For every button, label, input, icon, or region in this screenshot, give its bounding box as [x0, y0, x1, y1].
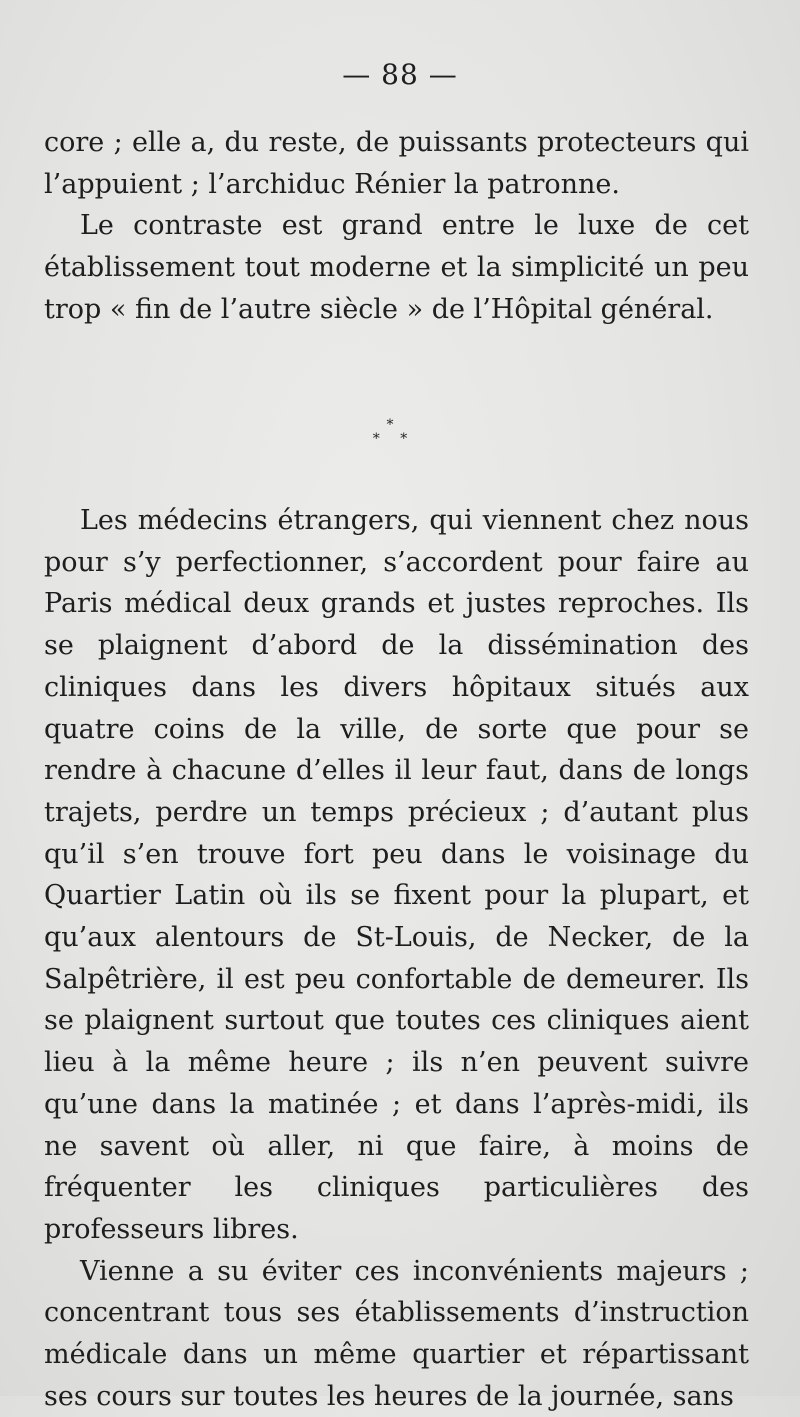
- paragraph-continued: core ; elle a, du reste, de puissants protecteurs qui l’appuient ; l’archiduc Rénier la patronne.: [44, 127, 749, 200]
- paragraph-contrast: Le contraste est grand entre le luxe de cet établissement tout moderne et la simplicité un peu trop « fin de l’autre siècle » de l’Hôpital général.: [44, 210, 749, 325]
- asterism-bottom-stars: * *: [372, 431, 416, 447]
- top-text-section: [44, 122, 749, 331]
- page-number: — 88 —: [342, 58, 458, 91]
- asterism-separator: [350, 418, 430, 458]
- paragraph-foreign-doctors: Les médecins étrangers, qui viennent chez nous pour s’y perfectionner, s’accordent pour faire au Paris médical deux grands et justes reproches. Ils se plaignent d’abord de la dissémination des cliniques dans les divers hôpitaux situés aux quatre coins de la ville, de sorte que pour se rendre à chacune d’elles il leur faut, dans de longs trajets, perdre un temps précieux ; d’autant plus qu’il s’en trouve fort peu dans le voisinage du Quartier Latin où ils se fixent pour la plupart, et qu’aux alentours de St-Louis, de Necker, de la Salpêtrière, il est peu confortable de demeurer. Ils se plaignent surtout que toutes ces cliniques aient lieu à la même heure ; ils n’en peuvent suivre qu’une dans la matinée ; et dans l’après-midi, ils ne savent où aller, ni que faire, à moins de fréquenter les cliniques particulières des professeurs libres.: [44, 505, 749, 1245]
- paragraph-vienna: Vienne a su éviter ces inconvénients majeurs ; concentrant tous ses établissements d’instruction médicale dans un même quartier et répartissant ses cours sur toutes les heures de la journée, sans: [44, 1255, 749, 1412]
- main-text-section: [44, 500, 749, 1417]
- asterism-top-star: *: [386, 417, 394, 433]
